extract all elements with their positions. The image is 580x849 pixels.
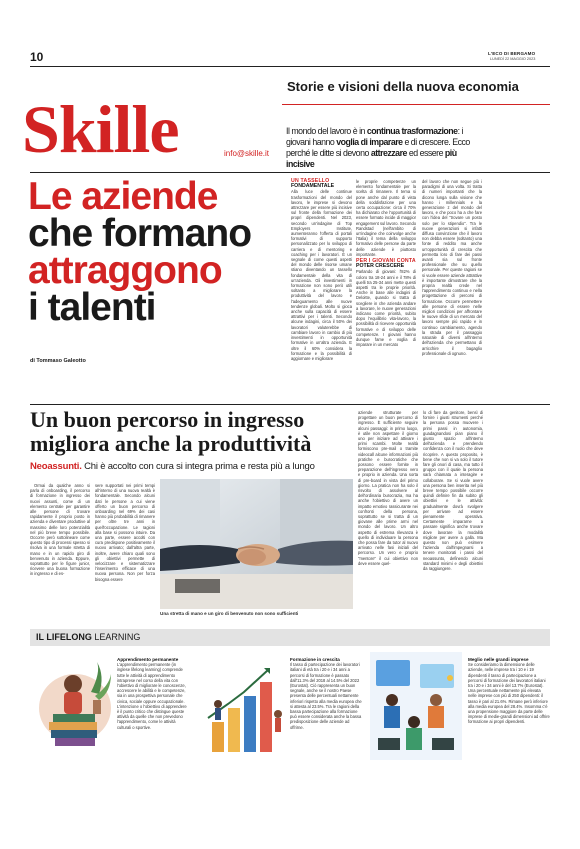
contact-email: info@skille.it [224,149,270,158]
headline-line: Un buon percorso in ingresso [30,407,305,432]
body-text: Se consideriamo la dimensione delle aziende, nelle imprese tra i 10 e i 19 dipendenti il tasso di partecipazione a percorsi di formazione dei lavoratori italiani tra i 20 e i 34 anni è del 13.7% (Eurostat). Una percentuale nettamente più elevata nelle imprese con più di 250 dipendenti: il tasso è pari al 21.6%. Rimane però inferiore alla media europea del 28.4%. Insomma c'è una propensione maggiore da parte delle imprese di medie-grandi dimensioni ad offrire formazione ai propri dipendenti. [468,662,550,725]
column-title: Formazione in crescita [290,657,340,662]
skille-logo: Skille [22,91,179,167]
summary-text: Chi è accolto con cura si integra prima e resta più a lungo [84,461,315,472]
body-text: Alla luce delle continue trasformazioni del mondo del lavoro, le imprese si devono attrezzare per essere più incisive sul fronte della formazione dei propri dipendenti. Nel 2023, secondo un'indagine di Top Employers Institute, aumenteranno l'offerta di portali formativi di supporto personalizzato per lo sviluppo di carriera e di mentoring e coaching per i lavoratori. È un segnale di come questi aspetti del mondo delle risorse umane stiano diventando un tassello fondamentale della vita di un'azienda. Gli investimenti in formazione non sono però utili soltanto a migliorare la produttività del lavoro e l'adeguamento alle nuove tendenze globali. Molto si gioca anche sulla capacità di essere attrattivi per i talenti. Secondo alcune indagini, circa il 50% dei lavoratori valuterebbe di cambiare lavoro in cambio di più investimenti in opportunità formative in un'altra azienda. E oltre il 60% considera la formazione e la possibilità di aggiornare e migliorare [291,189,352,361]
tagline-part: ed essere [406,148,445,158]
tagline-part: più incisive [286,148,457,169]
illustration-books [31,652,113,760]
top-rule [30,66,550,67]
headline-line: i talenti [28,286,156,329]
section-rule [282,104,550,105]
headline-line: che formano [28,212,252,255]
article1-headline [28,175,278,329]
lifelong-title-light: LEARNING [94,632,141,642]
article2-summary [30,461,315,472]
article2-column-4 [423,410,483,573]
subkicker: POTER CRESCERE [356,263,405,270]
handshake-photo [160,479,353,609]
article2-column-2 [95,483,155,584]
body-text: aziende strutturate per progettare un buon percorso di ingresso. È sufficiente seguire alcuni passaggi: in primo luogo, è utile non aspettare il giorno uno per iniziare ad attivare i primi scambi. Molte realtà formiscono pre-mail o tramite videocall alcune informazioni più pratiche e burocratiche che possono essere fornite in preparazione dell'ingresso vero e proprio in azienda. Una sorta di pre-board in vista del primo giorno. La pratica non ha solo il risvolto di assolvere al dell'ordinaria burocrazia, ma ha anche l'obiettivo di avere un impatto emotivo rassicurante nei confronti della persona, soprattutto se si tratta di un giovane alle prime armi nel mondo del lavoro. Un altro aspetto di estrema rilevanza è quello di individuare la persona che possa fare da tutor al nuovo arrivato nelle fasi iniziali del percorso. Un vero e proprio "mentore" il cui obiettivo non deve essere quel- [358,410,418,566]
article1-column-1 [291,179,352,363]
tagline-part: attrezzare [370,148,407,158]
article2-column-3 [358,410,418,568]
body-text: L'apprendimento permanente (in inglese lifelong learning) comprende tutte le attività di apprendimento intraprese nel corso della vita con l'obiettivo di migliorare le conoscenze, accrescere le abilità e le competenze, sia in una prospettiva personale che civica, sociale oppure occupazionale. L'intenzione o l'obiettivo di apprendere è il punto critico che distingue queste attività da quelle che non prevedono l'apprendimento, come le attività culturali o sportive. [117,662,187,730]
lifelong-column-2 [290,657,362,732]
body-text: le proprie competenze un elemento fondamentale per la scelta di rimanere. Il tema si pone anche dal punto di vista della soddisfazione per una certa occupazione: circa il 70% ha dichiarato che l'opportunità di essere formato incide di maggior engagement sul lavoro. Secondo Randstad (nell'ambito di un'indagine che coinvolge anche l'Italia) il tema della sviluppo formativo delle persone da parte delle aziende è piuttosto importante. [356,179,416,257]
tagline-part: Il mondo del lavoro è in [286,126,367,136]
headline-line: attraggono [28,249,222,292]
tagline [286,126,476,170]
article2-headline [30,408,410,456]
body-text: lo di fare da genitore, bensì di fornire i giusti strumenti perché la persona possa muovere i primi passi in autonomia, guadagnandosi pian piano il giusto spazio all'interno dell'azienda e prendendo confidenza con il ruolo che deve ricoprire. A questo proposito, è bene che non si va solo il tutore fare gli onori di casa, ma tutto il gruppo con il quale la persona sarà chiamata a interagire e collaborare. Se si vuole avere una persona ben inserita nel più breve tempo possibile occorre quindi definire fin da subito gli obiettivi e le attività: gradualmente dovrà svolgere per arrivare ad essere pienamente operativa. Certamente impararne a passare significa anche trovare dove lavorare la modalità migliore per avere a galla. Ma questo non può esimere l'azienda dall'impegnarsi a tenere monitorati i passi del neoassunto, definendo alcuni standard minimi e degli obiettivi da raggiungere. [423,410,483,572]
headline-line: migliora anche la produttività [30,431,312,456]
illustration-team [370,652,462,760]
column-title: Apprendimento permanente [117,657,179,662]
byline: di Tommaso Galeotto [30,358,86,364]
body-text: Parlando di giovani: l'82% di coloro tra 18-24 anni e il 78% di quelli tra 25-34 anni mette questi aspetti tra le proprie priorità. Anche in base alle indagini di Deloitte, quando si tratta di scegliere in che azienda andare a lavorare, le nuove generazioni indicano come priorità, subito dopo l'equilibrio vita-lavoro, la possibilità di ricevere opportunità formative e di sviluppo delle competenze. I giovani hanno dunque fame e voglia di imparare in un mercato [356,269,416,348]
publication-date: LUNEDÌ 22 MAGGIO 2023 [490,57,536,61]
article2-column-1 [30,483,90,579]
photo-caption: Una stretta di mano e un giro di benvenuto non sono sufficienti [160,611,299,616]
column-title: Meglio nelle grandi imprese [468,657,529,662]
headline-line: Le aziende [28,175,218,218]
article1-column-3 [422,179,482,358]
article1-column-2 [356,179,416,350]
publication-name: L'ECO DI BERGAMO [488,51,536,56]
lifelong-header-band [30,629,550,646]
body-text: del lavoro che non segue più i paradigmi di una volta. Si tratta di numeri importanti che la dicono lunga sulla visione che hanno i millennials e la generazione z del mondo del lavoro, e che poco ha a che fare con l'idea del "trovare un posto solo per lo stipendio". Tra le nuove generazioni si infatti diffusa convinzione che il lavoro non debba essere (soltanto) una fonte di reddito ma anche un'opportunità di crescita che permetta loro di fare dei passi avanti sia sul fronte professionale che su quello personale. Per queste ragioni se si vuole essere aziende attrattive è importante dimostrare che la propria realtà crede nel l'apprendimento continuo e nella progettazione di percorsi di formazione. Occorre permettere alle persone di essere nelle migliori condizioni per affrontare le nuove sfide di un mercato del lavoro sempre più rapido e in continuo cambiamento, agendo la strada per il passaggio naturale di diversi all'interno dell'azienda che permettano di arricchire il bagaglio professionale di ognuno. [422,179,482,356]
subkicker: FONDAMENTALE [291,183,335,190]
kicker: UN TASSELLO [291,178,330,184]
summary-label: Neoassunti. [30,461,82,472]
tagline-part: e di crescere. Ecco perché le ditte si devono [286,137,470,158]
section-title: Storie e visioni della nuova economia [287,79,519,94]
lifelong-column-1 [117,657,187,732]
body-text: Il tasso di partecipazione dei lavoratori italiani di età tra i 20 e i 34 anni a percorsi di formazione è passato dall'11.3% del 2018 al 14.5% del 2022 (Eurostat). Ciò rappresenta un buon segnale, anche se il nostro Paese presenta delle percentuali nettamente inferiori rispetto alla media europea che si attesta al 23.5%. Tra le ragioni della bassa partecipazione alla formazione può essere considerata anche la bassa predisposizione delle aziende ad offrirne. [290,662,362,730]
body-text: sere supportati nei primi tempi all'interno di una nuova realtà è fondamentale. Secondo alcuni dati le persone a cui viene offerto un buon percorso di onboarding nel 69% dei casi hanno più probabilità di rimanere per oltre tre anni in quell'occupazione. Le ragioni alla base si possono intuire. Da una parte, essere accolti con cura predispone positivamente il nuovo arrivato; dall'altra parte, inoltre, avere chiaro quali sono gli obiettivi permette di velocizzare e sistematizzare l'inserimento efficace di una nuova persona. Non per forza bisogna essere [95,483,155,582]
header-bottom-rule [30,172,550,173]
mid-rule [30,404,550,405]
page-number: 10 [30,50,44,64]
illustration-growth [198,652,286,760]
lifelong-column-3 [468,657,550,727]
kicker: PER I GIOVANI CONTA [356,258,416,265]
tagline-part: continua trasformazione [366,126,458,136]
body-text: Ormai da qualche anno si parla di onboarding, il percorso di formazione in ingresso dei nuovi assunti, come di un elemento centrale per garantire alle persone di trovare rapidamente il proprio posto in azienda e diventare produttive al massimo delle loro potenzialità nel più breve tempo possibile. Occorre però sottolineare come questo tipo di processi spesso si risolva in una formale stretta di mano e in un rapido giro di benvenuto in azienda. Eppure, soprattutto per le figure junior, ricevere una buona formazione in ingresso e di es- [30,483,90,577]
tagline-part: : i giovani hanno [286,126,463,147]
tagline-part: voglia di imparare [336,137,403,147]
lifelong-title-bold: IL LIFELONG [36,632,92,642]
